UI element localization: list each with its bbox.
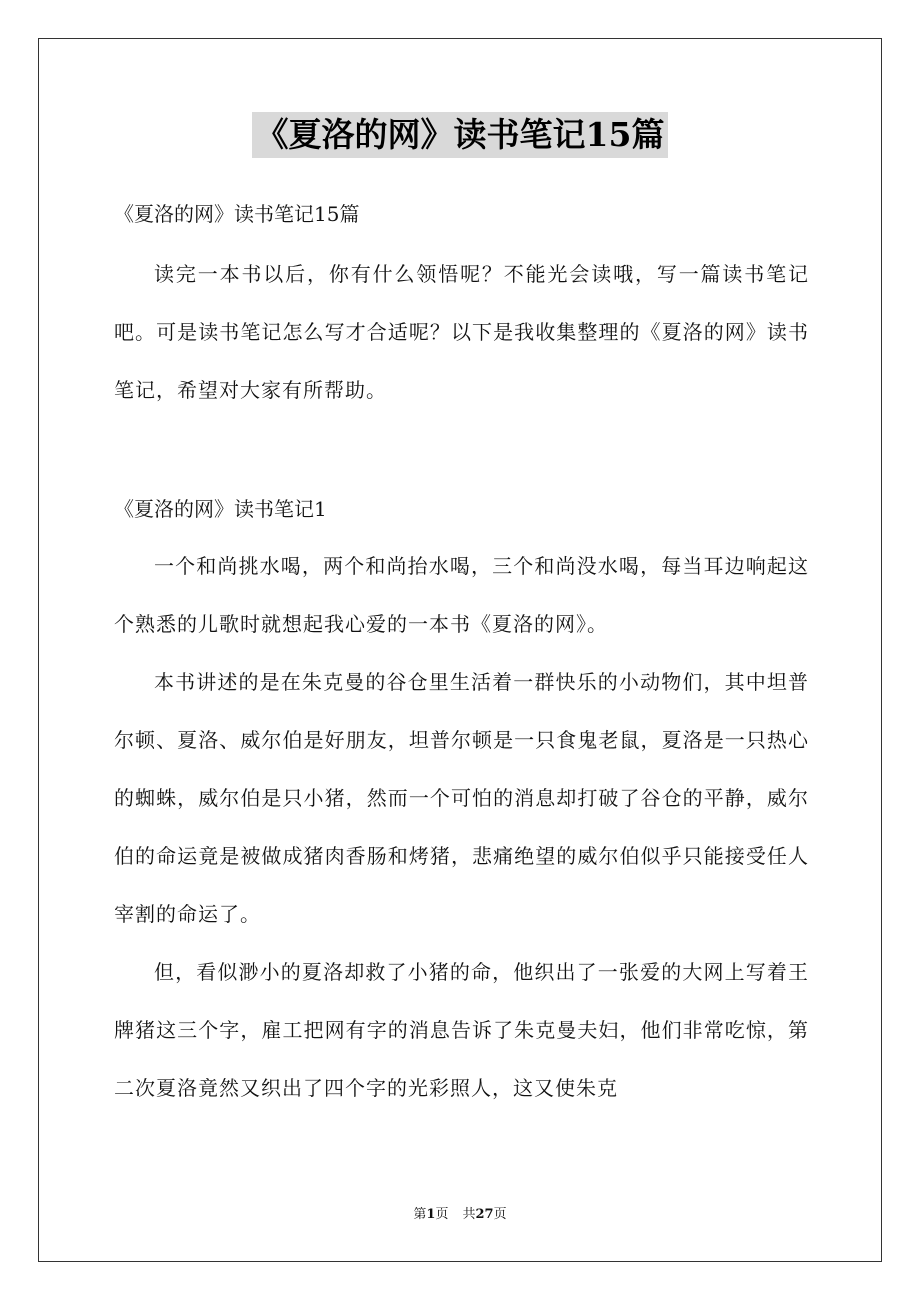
page-unit: 页 bbox=[435, 1207, 449, 1222]
spacer bbox=[114, 527, 809, 537]
page-footer bbox=[0, 1206, 920, 1224]
document-subtitle: 《夏洛的网》读书笔记15篇 bbox=[114, 202, 360, 226]
page-prefix: 第 bbox=[413, 1207, 427, 1222]
spacer bbox=[114, 419, 809, 491]
body-paragraph: 一个和尚挑水喝，两个和尚抬水喝，三个和尚没水喝，每当耳边响起这个熟悉的儿歌时就想起我心爱的一本书《夏洛的网》。 bbox=[114, 554, 809, 636]
page-number: 1 bbox=[426, 1207, 436, 1222]
total-unit: 页 bbox=[493, 1207, 507, 1222]
section-heading: 《夏洛的网》读书笔记1 bbox=[114, 497, 327, 521]
title-container bbox=[0, 112, 920, 158]
document-title: 《夏洛的网》读书笔记15篇 bbox=[252, 112, 669, 158]
body-paragraph: 本书讲述的是在朱克曼的谷仓里生活着一群快乐的小动物们，其中坦普尔顿、夏洛、威尔伯是好朋友，坦普尔顿是一只食鬼老鼠，夏洛是一只热心的蜘蛛，威尔伯是只小猪，然而一个可怕的消息却打破了谷仓的平静，威尔伯的命运竟是被做成猪肉香肠和烤猪，悲痛绝望的威尔伯似乎只能接受任人宰割的命运了。 bbox=[114, 670, 809, 926]
total-prefix: 共 bbox=[462, 1207, 476, 1222]
body-paragraph: 但，看似渺小的夏洛却救了小猪的命，他织出了一张爱的大网上写着王牌猪这三个字，雇工把网有字的消息告诉了朱克曼夫妇，他们非常吃惊，第二次夏洛竟然又织出了四个字的光彩照人，这又使朱克 bbox=[114, 960, 809, 1100]
document-body bbox=[114, 196, 809, 1117]
intro-paragraph: 读完一本书以后，你有什么领悟呢？不能光会读哦，写一篇读书笔记吧。可是读书笔记怎么写才合适呢？以下是我收集整理的《夏洛的网》读书笔记，希望对大家有所帮助。 bbox=[114, 262, 809, 402]
total-pages: 27 bbox=[475, 1207, 494, 1222]
spacer bbox=[114, 232, 809, 245]
